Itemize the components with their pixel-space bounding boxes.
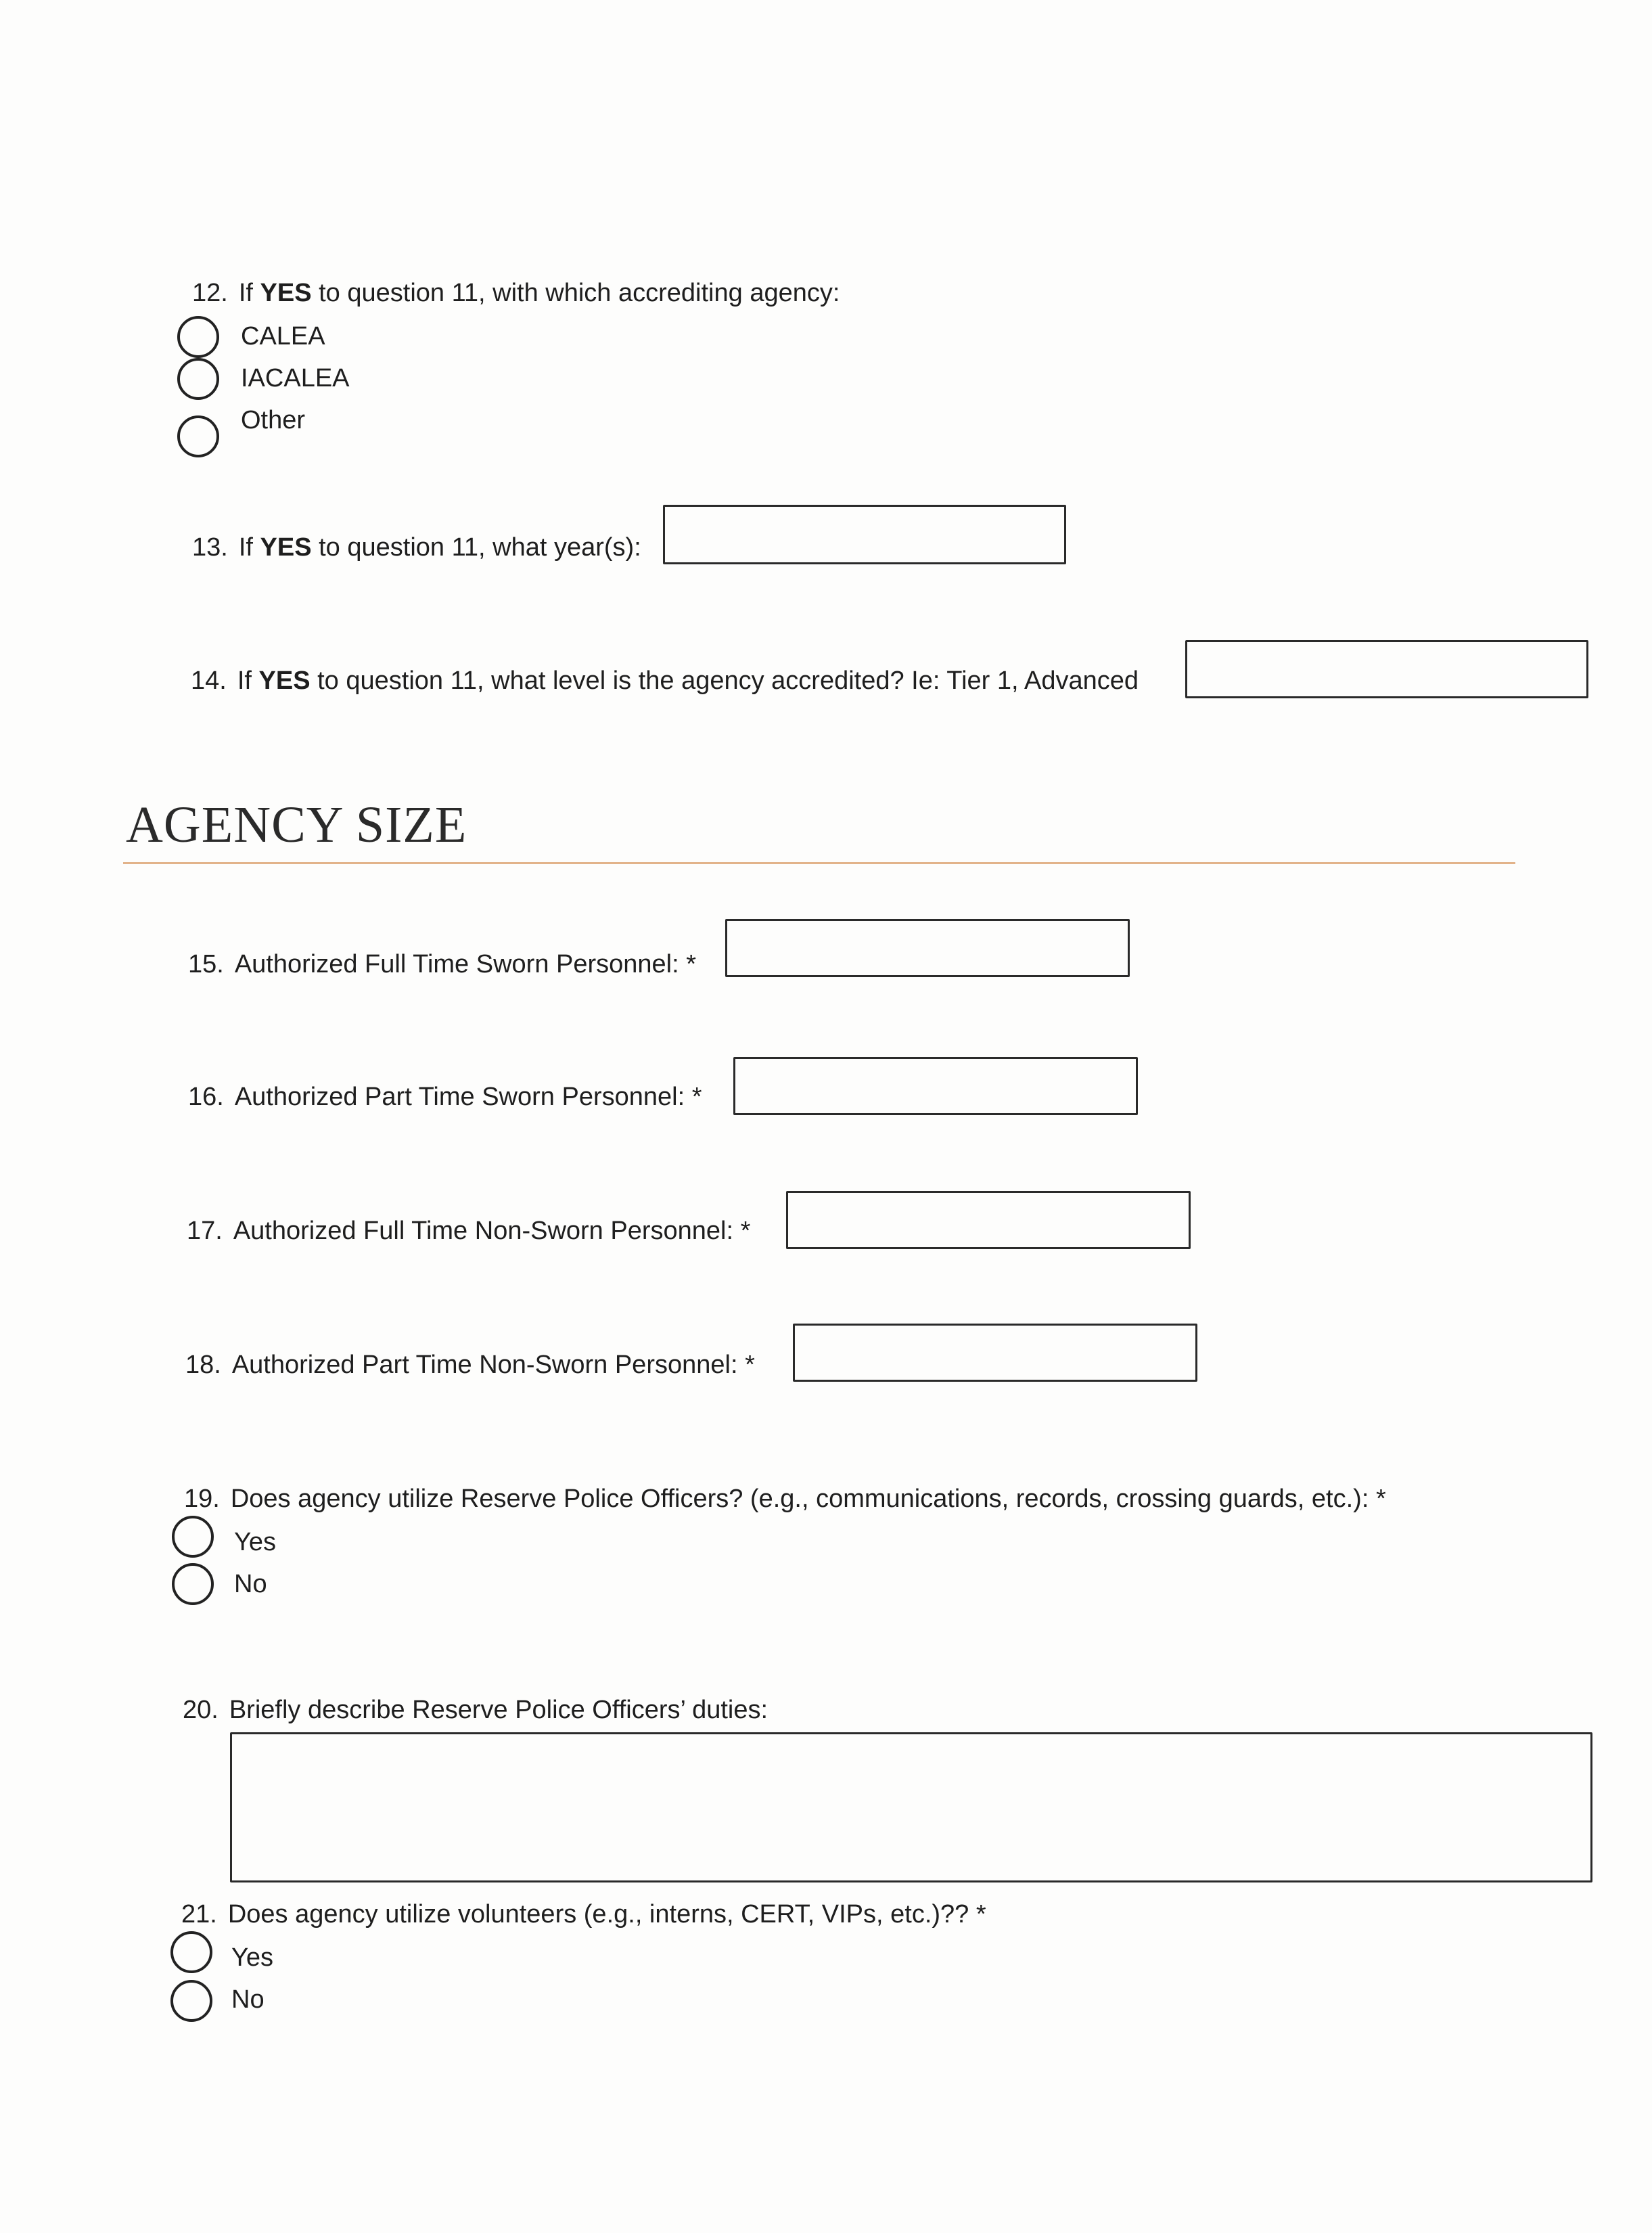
- question-text-pre: If: [238, 279, 260, 307]
- question-number: 12.: [192, 279, 228, 307]
- question-text-bold: YES: [260, 533, 312, 562]
- radio-reserve-no[interactable]: [172, 1563, 214, 1605]
- question-15: [188, 949, 696, 980]
- question-text-pre: If: [237, 667, 259, 695]
- part-time-non-sworn-input[interactable]: [793, 1324, 1197, 1382]
- question-13: [192, 532, 641, 563]
- option-label-no: No: [234, 1570, 267, 1598]
- question-text-bold: YES: [260, 279, 312, 307]
- part-time-sworn-input[interactable]: [733, 1057, 1138, 1115]
- option-label-other: Other: [241, 406, 306, 434]
- question-number: 19.: [184, 1485, 220, 1513]
- question-19: [184, 1483, 1386, 1514]
- section-divider: [123, 862, 1515, 864]
- question-text-bold: YES: [258, 667, 311, 695]
- reserve-duties-textarea[interactable]: [230, 1732, 1592, 1882]
- question-text: Authorized Full Time Non-Sworn Personnel: *: [233, 1217, 751, 1245]
- question-number: 13.: [192, 533, 228, 562]
- question-18: [185, 1349, 755, 1380]
- year-input[interactable]: [663, 505, 1066, 564]
- question-text: Authorized Part Time Sworn Personnel: *: [234, 1083, 702, 1111]
- option-label-iacalea: IACALEA: [241, 364, 350, 392]
- question-21: [181, 1899, 986, 1930]
- question-text: Does agency utilize volunteers (e.g., interns, CERT, VIPs, etc.)?? *: [227, 1900, 986, 1928]
- question-number: 17.: [187, 1217, 223, 1245]
- question-text-pre: If: [238, 533, 260, 562]
- radio-other[interactable]: [177, 415, 219, 457]
- question-17: [187, 1215, 750, 1246]
- question-text: Authorized Part Time Non-Sworn Personnel: *: [231, 1351, 755, 1379]
- question-number: 21.: [181, 1900, 217, 1928]
- question-number: 15.: [188, 950, 224, 978]
- question-number: 20.: [183, 1696, 219, 1724]
- question-12: [192, 277, 840, 309]
- full-time-sworn-input[interactable]: [725, 919, 1130, 977]
- radio-reserve-yes[interactable]: [172, 1516, 214, 1558]
- question-text-post: to question 11, what level is the agency accredited? Ie: Tier 1, Advanced: [310, 667, 1139, 695]
- question-number: 16.: [188, 1083, 224, 1111]
- question-16: [188, 1081, 702, 1112]
- question-text-post: to question 11, what year(s):: [311, 533, 641, 562]
- section-heading: AGENCY SIZE: [126, 796, 467, 853]
- question-number: 18.: [185, 1351, 221, 1379]
- accreditation-level-input[interactable]: [1185, 640, 1588, 698]
- full-time-non-sworn-input[interactable]: [786, 1191, 1191, 1249]
- radio-volunteers-no[interactable]: [170, 1980, 212, 2022]
- radio-calea[interactable]: [177, 316, 219, 358]
- option-label-yes: Yes: [231, 1943, 273, 1972]
- option-label-no: No: [231, 1985, 265, 2014]
- question-14: [191, 665, 1139, 696]
- question-text-post: to question 11, with which accrediting agency:: [311, 279, 840, 307]
- question-text: Briefly describe Reserve Police Officers’ duties:: [229, 1696, 768, 1724]
- question-text: Does agency utilize Reserve Police Officers? (e.g., communications, records, crossing guards, etc.): *: [230, 1485, 1386, 1513]
- radio-iacalea[interactable]: [177, 358, 219, 400]
- radio-volunteers-yes[interactable]: [170, 1931, 212, 1973]
- option-label-calea: CALEA: [241, 322, 325, 351]
- question-number: 14.: [191, 667, 227, 695]
- question-20: [183, 1694, 768, 1726]
- option-label-yes: Yes: [234, 1528, 276, 1556]
- question-text: Authorized Full Time Sworn Personnel: *: [234, 950, 697, 978]
